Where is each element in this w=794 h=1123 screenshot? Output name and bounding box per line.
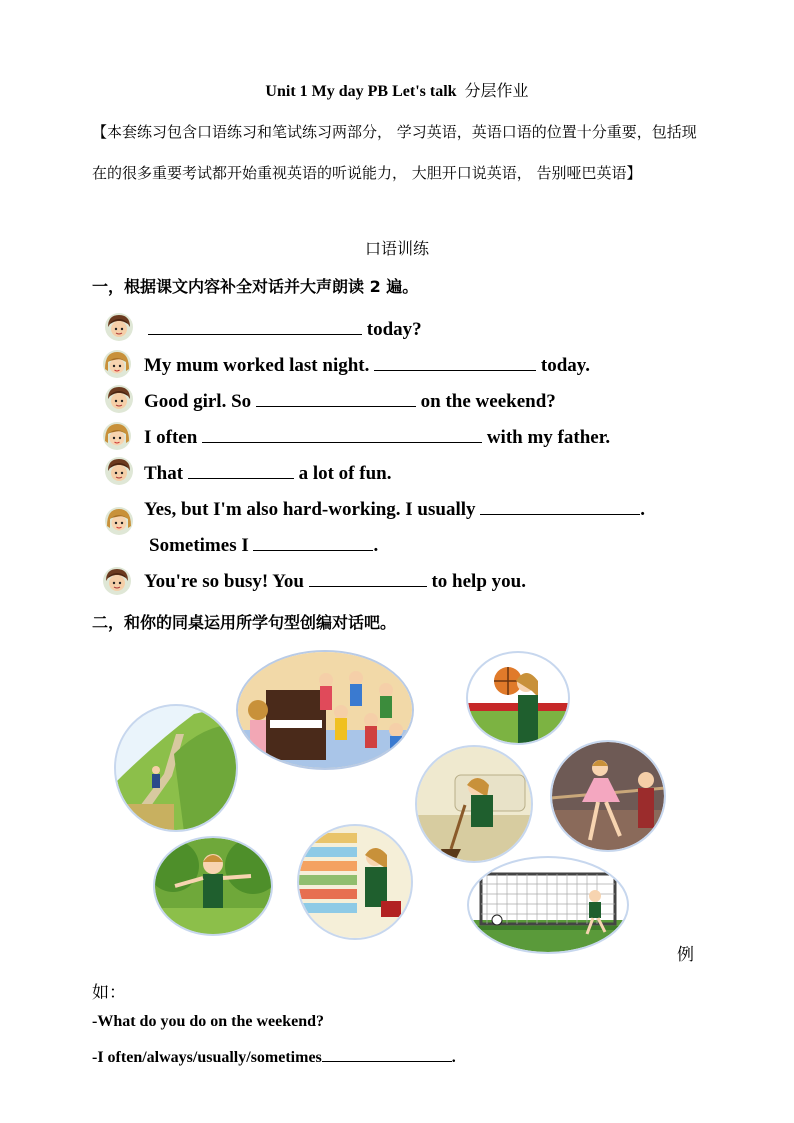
nature-walk-picture: [153, 836, 273, 936]
boy-avatar-icon: [104, 312, 134, 342]
piano-class-picture: [236, 650, 414, 770]
dialogue-line-2: My mum worked last night. today.: [144, 355, 590, 376]
answer-blank[interactable]: [256, 390, 416, 407]
sweeping-picture: [415, 745, 533, 863]
girl-avatar-icon: [102, 349, 132, 379]
boy-avatar-icon: [104, 384, 134, 414]
basketball-picture: [466, 651, 570, 745]
girl-avatar-icon: [102, 421, 132, 451]
boy-avatar-icon: [102, 566, 132, 596]
example-label-2: 如：: [92, 983, 126, 1003]
example-question: -What do you do on the weekend?: [92, 1013, 325, 1030]
ballet-picture: [550, 740, 666, 852]
answer-blank[interactable]: [480, 498, 640, 515]
example-answer: -I often/always/usually/sometimes .: [92, 1045, 456, 1067]
answer-blank[interactable]: [148, 318, 362, 335]
page-title: [0, 78, 794, 101]
section-subtitle: 口语训练: [364, 239, 429, 258]
dialogue-line-8: You're so busy! You to help you.: [144, 571, 526, 592]
boy-avatar-icon: [104, 456, 134, 486]
section-1-heading: 一，根据课文内容补全对话并大声朗读 2 遍。: [92, 277, 419, 296]
dialogue-line-1: today?: [148, 318, 422, 341]
climbing-picture: [114, 704, 238, 832]
girl-avatar-icon: [104, 506, 134, 536]
answer-blank[interactable]: [322, 1045, 452, 1062]
answer-blank[interactable]: [374, 354, 536, 371]
answer-blank[interactable]: [188, 462, 294, 479]
title-en: Unit 1 My day PB Let's talk: [265, 83, 457, 100]
football-picture: [467, 856, 629, 954]
dialogue-line-6: Yes, but I'm also hard-working. I usually .: [144, 499, 646, 520]
section-2-heading: 二，和你的同桌运用所学句型创编对话吧。: [92, 613, 397, 632]
dialogue-line-3: Good girl. So on the weekend?: [144, 391, 556, 412]
intro-paragraph: 【本套练习包含口语练习和笔试练习两部分， 学习英语，英语口语的位置十分重要，包括现在的很多重要考试都开始重视英语的听说能力， 大胆开口说英语， 告别哑巴英语】: [92, 123, 697, 182]
example-label-1: 例: [677, 945, 694, 965]
title-cn: 分层作业: [464, 81, 529, 100]
answer-blank[interactable]: [202, 426, 482, 443]
dialogue-line-7: Sometimes I .: [149, 535, 379, 556]
answer-blank[interactable]: [309, 570, 427, 587]
shopping-picture: [297, 823, 413, 941]
dialogue-line-5: That a lot of fun.: [144, 463, 392, 484]
answer-blank[interactable]: [253, 534, 373, 551]
dialogue-line-4: I often with my father.: [144, 427, 611, 448]
